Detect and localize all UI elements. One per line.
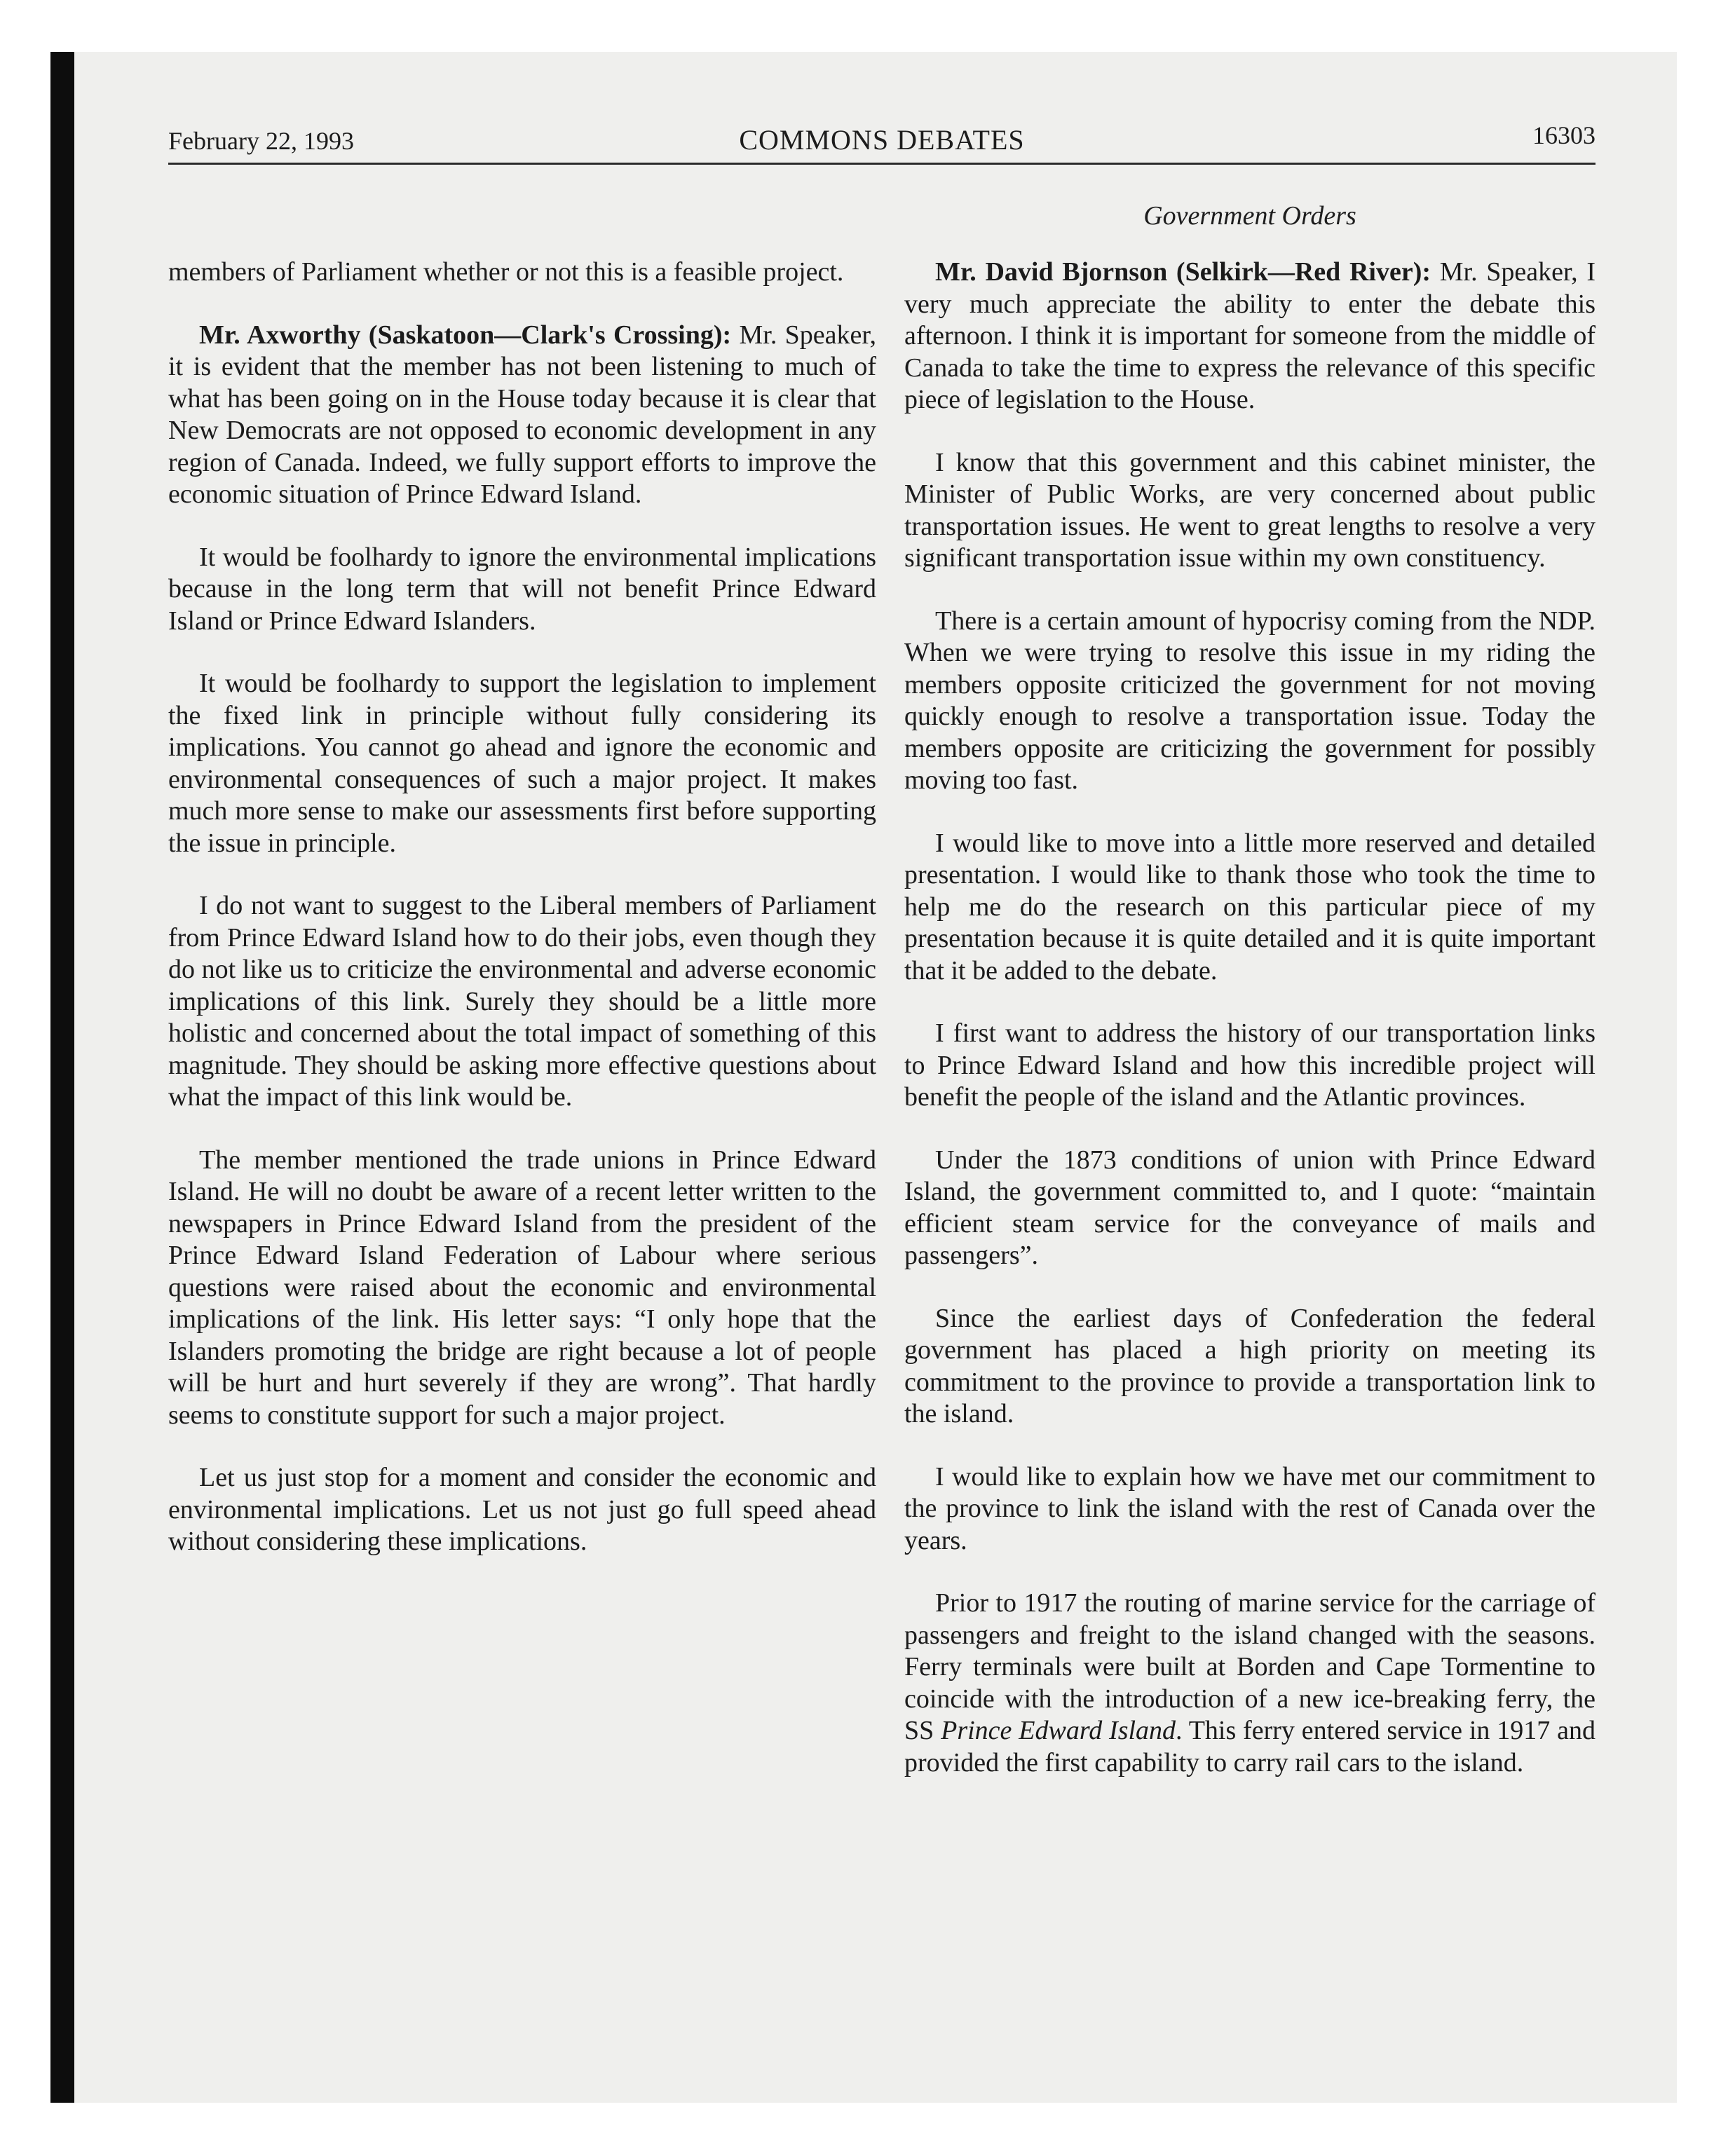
speaker-name: Mr. Axworthy (Saskatoon—Clark's Crossing): (199, 320, 732, 350)
page-number: 16303 (1532, 121, 1595, 149)
paragraph: It would be foolhardy to support the legislation to implement the fixed link in principle without fully considering its implications. You cannot go ahead and ignore the economic and environmental consequences of such a major project. It makes much more sense to make our assessments first before supporting the issue in principle. (168, 669, 876, 858)
paragraph: I know that this government and this cabinet minister, the Minister of Public Works, are very concerned about public transportation issues. He went to great lengths to resolve a very significant transportation issue within my own constituency. (904, 447, 1595, 573)
paragraph: Since the earliest days of Confederation the federal government has placed a high priority on meeting its commitment to the province to provide a transportation link to the island. (904, 1303, 1595, 1428)
paragraph (168, 320, 876, 511)
paragraph: I would like to explain how we have met our commitment to the province to link the island with the rest of Canada over the years. (904, 1461, 1595, 1555)
page-header (168, 121, 1595, 165)
speaker-name: Mr. David Bjornson (Selkirk—Red River): (935, 257, 1431, 287)
paragraph: members of Parliament whether or not this is a feasible project. (168, 257, 844, 287)
section-title: Government Orders (1143, 201, 1356, 231)
paragraph: I first want to address the history of our transportation links to Prince Edward Island and how this incredible project will benefit the people of the island and the Atlantic provinces. (904, 1018, 1595, 1112)
ship-name: Prince Edward Island (941, 1716, 1176, 1745)
header-date: February 22, 1993 (168, 127, 354, 155)
paragraph (904, 257, 1595, 416)
speech-text: . This ferry entered service in 1917 and provided the first capability to carry rail cars to the island. (904, 1716, 1595, 1778)
paragraph: There is a certain amount of hypocrisy coming from the NDP. When we were trying to resolve this issue in my riding the members opposite criticized the government for not moving quickly enough to resolve a transportation issue. Today the members opposite are criticizing the government for possibly moving too fast. (904, 606, 1595, 795)
speech-text: Prior to 1917 the routing of marine service for the carriage of passengers and freight to the island changed with the seasons. Ferry terminals were built at Borden and Cape Tormentine to coincide with the introduction of a new ice-breaking ferry, the SS (904, 1588, 1595, 1745)
paragraph (904, 1588, 1595, 1779)
right-column (904, 257, 1595, 1810)
speech-text: Mr. Speaker, it is evident that the member has not been listening to much of what has been going on in the House today because it is clear that New Democrats are not opposed to economic development in any region of Canada. Indeed, we fully support efforts to improve the economic situation of Prince Edward Island. (168, 320, 877, 509)
paragraph: I do not want to suggest to the Liberal members of Parliament from Prince Edward Island how to do their jobs, even though they do not like us to criticize the environmental and adverse economic implications of this link. Surely they should be a little more holistic and concerned about the total impact of something of this magnitude. They should be asking more effective questions about what the impact of this link would be. (168, 891, 876, 1112)
speech-text: Mr. Speaker, I very much appreciate the ability to enter the debate this afternoon. I think it is important for someone from the middle of Canada to take the time to express the relevance of this specific piece of legislation to the House. (904, 257, 1595, 414)
left-column (168, 257, 876, 1589)
header-title: COMMONS DEBATES (739, 124, 1025, 156)
paragraph: I would like to move into a little more reserved and detailed presentation. I would like to thank those who took the time to help me do the research on this particular piece of my presentation because it is quite detailed and it is quite important that it be added to the debate. (904, 828, 1595, 985)
paragraph: Under the 1873 conditions of union with Prince Edward Island, the government committed to, and I quote: “maintain efficient steam service for the conveyance of mails and passengers”. (904, 1145, 1595, 1270)
paragraph: It would be foolhardy to ignore the environmental implications because in the long term that will not benefit Prince Edward Island or Prince Edward Islanders. (168, 542, 876, 636)
paragraph: Let us just stop for a moment and consider the economic and environmental implications. Let us not just go full speed ahead without considering these implications. (168, 1463, 876, 1556)
paragraph: The member mentioned the trade unions in Prince Edward Island. He will no doubt be aware of a recent letter written to the newspapers in Prince Edward Island from the president of the Prince Edward Island Federation of Labour where serious questions were raised about the economic and environmental implications of the link. His letter says: “I only hope that the Islanders promoting the bridge are right because a lot of people will be hurt and hurt severely if they are wrong”. That hardly seems to constitute support for such a major project. (168, 1145, 876, 1430)
